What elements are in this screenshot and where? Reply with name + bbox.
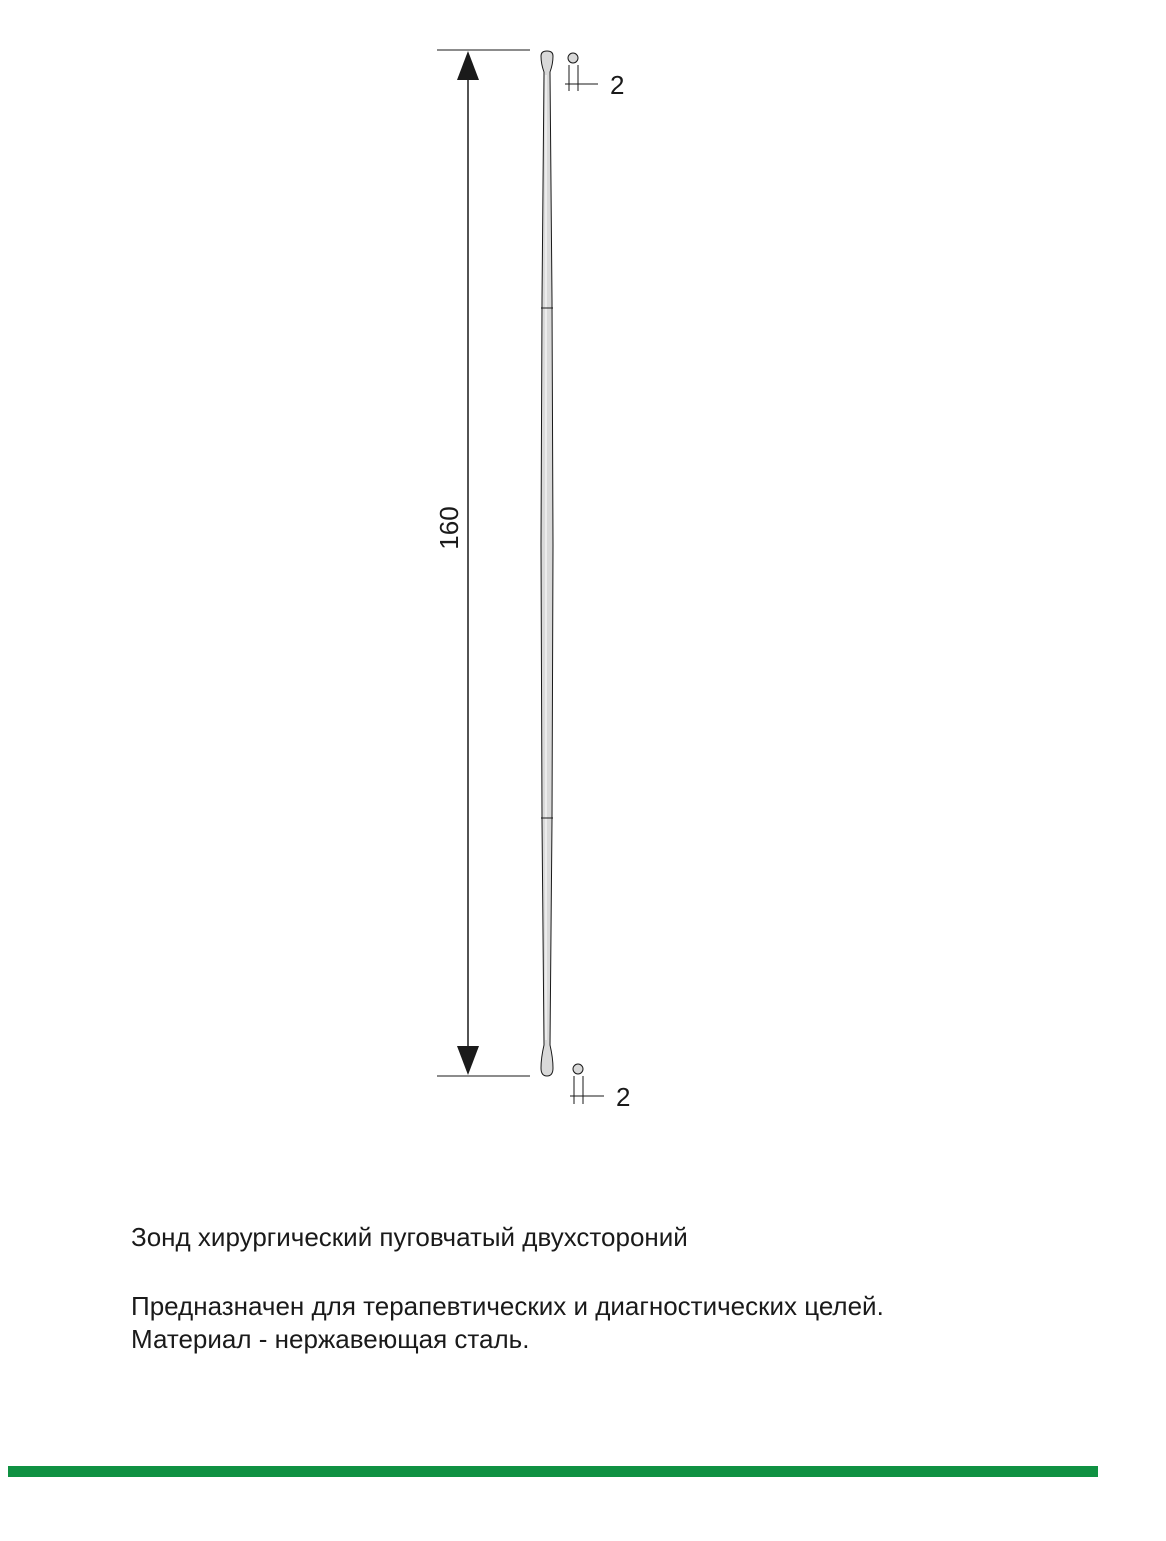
product-description (131, 1290, 884, 1356)
length-label: 160 (434, 506, 464, 550)
top-tip-label: 2 (610, 70, 625, 100)
top-arrow-icon (457, 51, 479, 80)
probe-body (541, 51, 553, 1076)
bottom-tip-detail (570, 1064, 630, 1112)
description-line: Предназначен для терапевтических и диагностических целей. (131, 1291, 884, 1321)
top-tip-detail (565, 53, 624, 100)
bottom-arrow-icon (457, 1046, 479, 1075)
accent-bar (8, 1466, 1098, 1477)
tip-ball-icon (568, 53, 578, 63)
product-title: Зонд хирургический пуговчатый двухстороний (131, 1222, 688, 1252)
tip-ball-icon (573, 1064, 583, 1074)
description-line: Материал - нержавеющая сталь. (131, 1324, 530, 1354)
bottom-tip-label: 2 (616, 1082, 631, 1112)
